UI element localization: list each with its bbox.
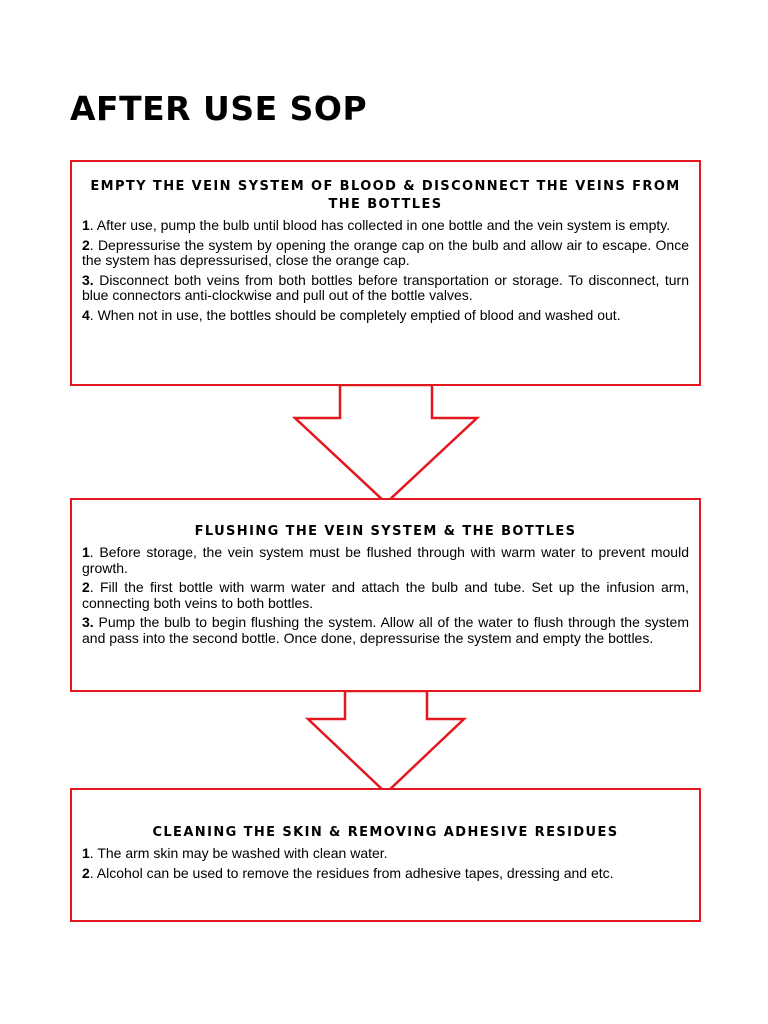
step-item — [82, 273, 689, 304]
step-separator: . — [89, 217, 94, 233]
step-number: 3. — [82, 271, 94, 288]
step-number: 1 — [82, 544, 90, 560]
step-separator: . — [89, 845, 94, 861]
step-item — [82, 238, 689, 269]
step-separator: . — [89, 236, 94, 253]
step-text: Fill the first bottle with warm water and attach the bulb and tube. Set up the infusion arm, connecting both veins to both bottles. — [82, 579, 689, 611]
step-number: 4 — [82, 306, 90, 323]
step-separator: . — [89, 306, 94, 323]
step-item — [82, 218, 689, 234]
section-cleaning-skin — [70, 788, 701, 922]
section-heading: EMPTY THE VEIN SYSTEM OF BLOOD & DISCONNECT THE VEINS FROM THE BOTTLES — [90, 179, 681, 212]
step-number: 1 — [82, 845, 90, 861]
step-number: 1 — [82, 217, 90, 233]
section-empty-vein-system — [70, 160, 701, 386]
step-list — [82, 846, 689, 881]
step-list — [82, 545, 689, 646]
section-heading: CLEANING THE SKIN & REMOVING ADHESIVE RESIDUES — [152, 825, 619, 840]
section-flushing — [70, 498, 701, 692]
step-text: Before storage, the vein system must be flushed through with warm water to prevent mould growth. — [82, 544, 689, 576]
step-item — [82, 545, 689, 576]
step-separator: . — [89, 544, 94, 560]
step-item — [82, 846, 689, 862]
step-number: 2 — [82, 864, 90, 881]
step-item — [82, 615, 689, 646]
step-number: 2 — [82, 579, 90, 595]
step-text: When not in use, the bottles should be completely emptied of blood and washed out. — [93, 306, 621, 323]
step-item — [82, 580, 689, 611]
step-separator: . — [89, 579, 94, 595]
down-arrow-2 — [308, 691, 464, 793]
step-text: Alcohol can be used to remove the residues from adhesive tapes, dressing and etc. — [93, 864, 614, 881]
down-arrow-1 — [295, 385, 477, 503]
step-item — [82, 866, 689, 882]
step-text: After use, pump the bulb until blood has collected in one bottle and the vein system is empty. — [93, 217, 671, 233]
step-number: 3. — [82, 614, 94, 630]
step-number: 2 — [82, 236, 90, 253]
step-text: Depressurise the system by opening the orange cap on the bulb and allow air to escape. Once the system has depressurised, close the orange cap. — [82, 236, 689, 268]
step-text: Disconnect both veins from both bottles before transportation or storage. To disconnect, turn blue connectors anti-clockwise and pull out of the bottle valves. — [82, 271, 689, 303]
step-text: The arm skin may be washed with clean water. — [93, 845, 388, 861]
page-title: AFTER USE SOP — [70, 89, 368, 128]
step-list — [82, 218, 689, 323]
section-heading: FLUSHING THE VEIN SYSTEM & THE BOTTLES — [194, 524, 577, 539]
step-item — [82, 308, 689, 324]
step-text: Pump the bulb to begin flushing the system. Allow all of the water to flush through the system and pass into the second bottle. Once done, depressurise the system and empty the bottles. — [82, 614, 689, 646]
step-separator: . — [89, 864, 94, 881]
